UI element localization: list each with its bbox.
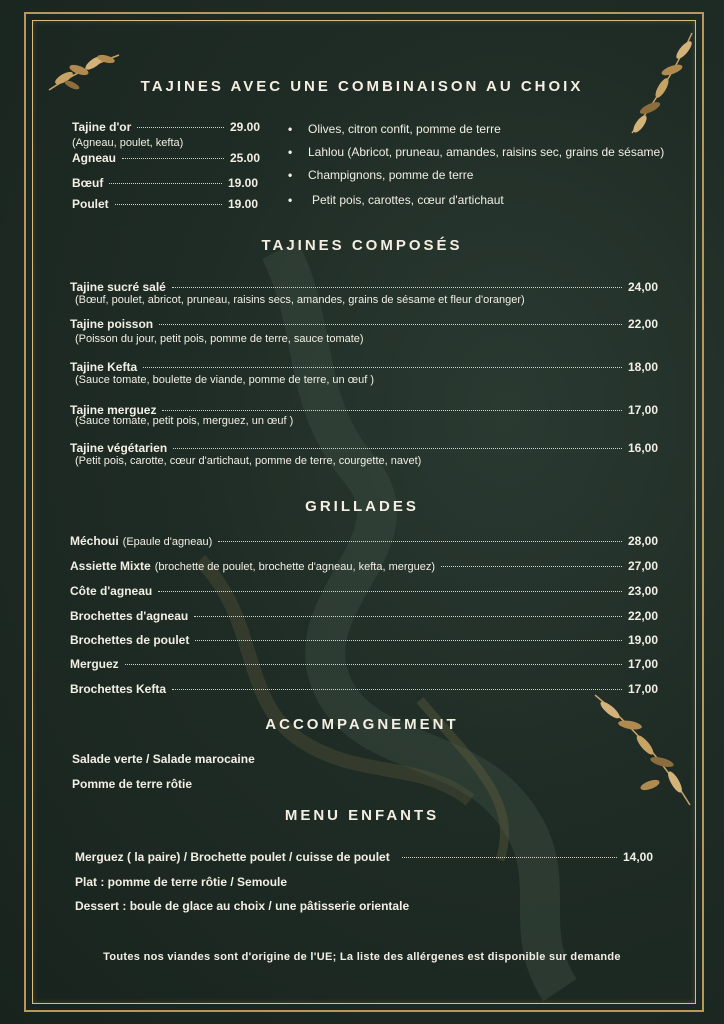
dot-leader — [173, 448, 622, 449]
item-name: Tajine poisson — [70, 317, 154, 331]
menu-item-tajine-sucre-sale — [70, 280, 658, 294]
item-price: 17,00 — [627, 403, 658, 417]
dot-leader — [218, 541, 622, 542]
dot-leader — [109, 183, 222, 184]
menu-item-tajine-poisson — [70, 317, 658, 331]
item-name: Tajine Kefta — [70, 360, 138, 374]
menu-item-brochettes-dagneau — [70, 609, 658, 623]
dot-leader — [172, 689, 622, 690]
item-name: Bœuf — [72, 176, 104, 190]
menu-item-merguez — [70, 657, 658, 671]
item-price: 27,00 — [627, 559, 658, 573]
kids-menu-line: Dessert : boule de glace au choix / une pâtisserie orientale — [75, 899, 410, 913]
section-title-combo: TAJINES AVEC UNE COMBINAISON AU CHOIX — [140, 78, 584, 95]
item-inline-description: (brochette de poulet, brochette d'agneau, kefta, merguez) — [154, 561, 436, 573]
menu-item-cote-dagneau — [70, 584, 658, 598]
menu-item-brochettes-de-poulet — [70, 633, 658, 647]
dot-leader — [172, 287, 622, 288]
dot-leader — [402, 857, 617, 858]
dot-leader — [115, 204, 222, 205]
menu-item-brochettes-kefta — [70, 682, 658, 696]
item-description: (Poisson du jour, petit pois, pomme de terre, sauce tomate) — [75, 333, 364, 345]
item-price: 14,00 — [622, 850, 653, 864]
menu-item-assiette-mixte — [70, 559, 658, 573]
dot-leader — [441, 566, 622, 567]
item-price: 19.00 — [227, 176, 258, 190]
gold-leaf-branch-icon — [590, 690, 700, 810]
item-name: Merguez ( la paire) / Brochette poulet / cuisse de poulet — [75, 850, 390, 864]
item-name: Méchoui — [70, 534, 119, 548]
item-price: 17,00 — [627, 682, 658, 696]
item-price: 29.00 — [229, 120, 260, 134]
section-title-composes: TAJINES COMPOSÉS — [261, 237, 463, 254]
accompaniment-item: Salade verte / Salade marocaine — [72, 752, 255, 766]
option-bullet: • Olives, citron confit, pomme de terre — [288, 122, 501, 136]
dot-leader — [125, 664, 622, 665]
accompaniment-item: Pomme de terre rôtie — [72, 777, 193, 791]
dot-leader — [194, 616, 622, 617]
item-price: 17,00 — [627, 657, 658, 671]
dot-leader — [143, 367, 622, 368]
item-name: Brochettes Kefta — [70, 682, 167, 696]
item-price: 19,00 — [627, 633, 658, 647]
section-title-grillades: GRILLADES — [305, 498, 419, 515]
item-price: 22,00 — [627, 609, 658, 623]
menu-item-mechoui — [70, 534, 658, 548]
option-bullet: • Petit pois, carottes, cœur d'artichaut — [288, 193, 504, 207]
dot-leader — [122, 158, 224, 159]
item-price: 24,00 — [627, 280, 658, 294]
item-description: (Sauce tomate, petit pois, merguez, un œuf ) — [75, 415, 294, 427]
item-price: 23,00 — [627, 584, 658, 598]
item-name: Merguez — [70, 657, 119, 671]
menu-item-agneau — [72, 151, 260, 165]
item-price: 28,00 — [627, 534, 658, 548]
item-name: Brochettes de poulet — [70, 633, 190, 647]
item-price: 18,00 — [627, 360, 658, 374]
item-price: 19.00 — [227, 197, 258, 211]
item-description: (Bœuf, poulet, abricot, pruneau, raisins secs, amandes, grains de sésame et fleur d'oranger) — [75, 294, 525, 306]
item-name: Poulet — [72, 197, 109, 211]
menu-item-tajine-kefta — [70, 360, 658, 374]
menu-item-poulet — [72, 197, 258, 211]
item-name: Tajine sucré salé — [70, 280, 166, 294]
item-name: Côte d'agneau — [70, 584, 153, 598]
footer-note: Toutes nos viandes sont d'origine de l'UE; La liste des allérgenes est disponible sur demande — [103, 951, 621, 963]
menu-item-tajine-vegetarien — [70, 441, 658, 455]
kids-menu-line: Plat : pomme de terre rôtie / Semoule — [75, 875, 288, 889]
item-description: (Agneau, poulet, kefta) — [72, 137, 184, 149]
item-price: 16,00 — [627, 441, 658, 455]
dot-leader — [162, 410, 622, 411]
dot-leader — [158, 591, 622, 592]
section-title-menu-enfants: MENU ENFANTS — [284, 807, 440, 824]
menu-item-tajine-dor — [72, 120, 260, 134]
item-name: Assiette Mixte — [70, 559, 151, 573]
menu-item-enfants — [75, 850, 653, 864]
item-name: Agneau — [72, 151, 117, 165]
dot-leader — [195, 640, 622, 641]
item-name: Tajine d'or — [72, 120, 132, 134]
dot-leader — [137, 127, 224, 128]
menu-item-boeuf — [72, 176, 258, 190]
section-title-accompagnement: ACCOMPAGNEMENT — [265, 716, 459, 733]
item-name: Tajine végétarien — [70, 441, 168, 455]
option-bullet: • Champignons, pomme de terre — [288, 168, 474, 182]
option-bullet: • Lahlou (Abricot, pruneau, amandes, raisins sec, grains de sésame) — [288, 145, 665, 159]
item-price: 22,00 — [627, 317, 658, 331]
item-name: Tajine merguez — [70, 403, 157, 417]
item-inline-description: (Epaule d'agneau) — [122, 536, 213, 548]
dot-leader — [159, 324, 622, 325]
item-description: (Sauce tomate, boulette de viande, pomme de terre, un œuf ) — [75, 374, 374, 386]
item-description: (Petit pois, carotte, cœur d'artichaut, pomme de terre, courgette, navet) — [75, 455, 422, 467]
item-name: Brochettes d'agneau — [70, 609, 189, 623]
item-price: 25.00 — [229, 151, 260, 165]
